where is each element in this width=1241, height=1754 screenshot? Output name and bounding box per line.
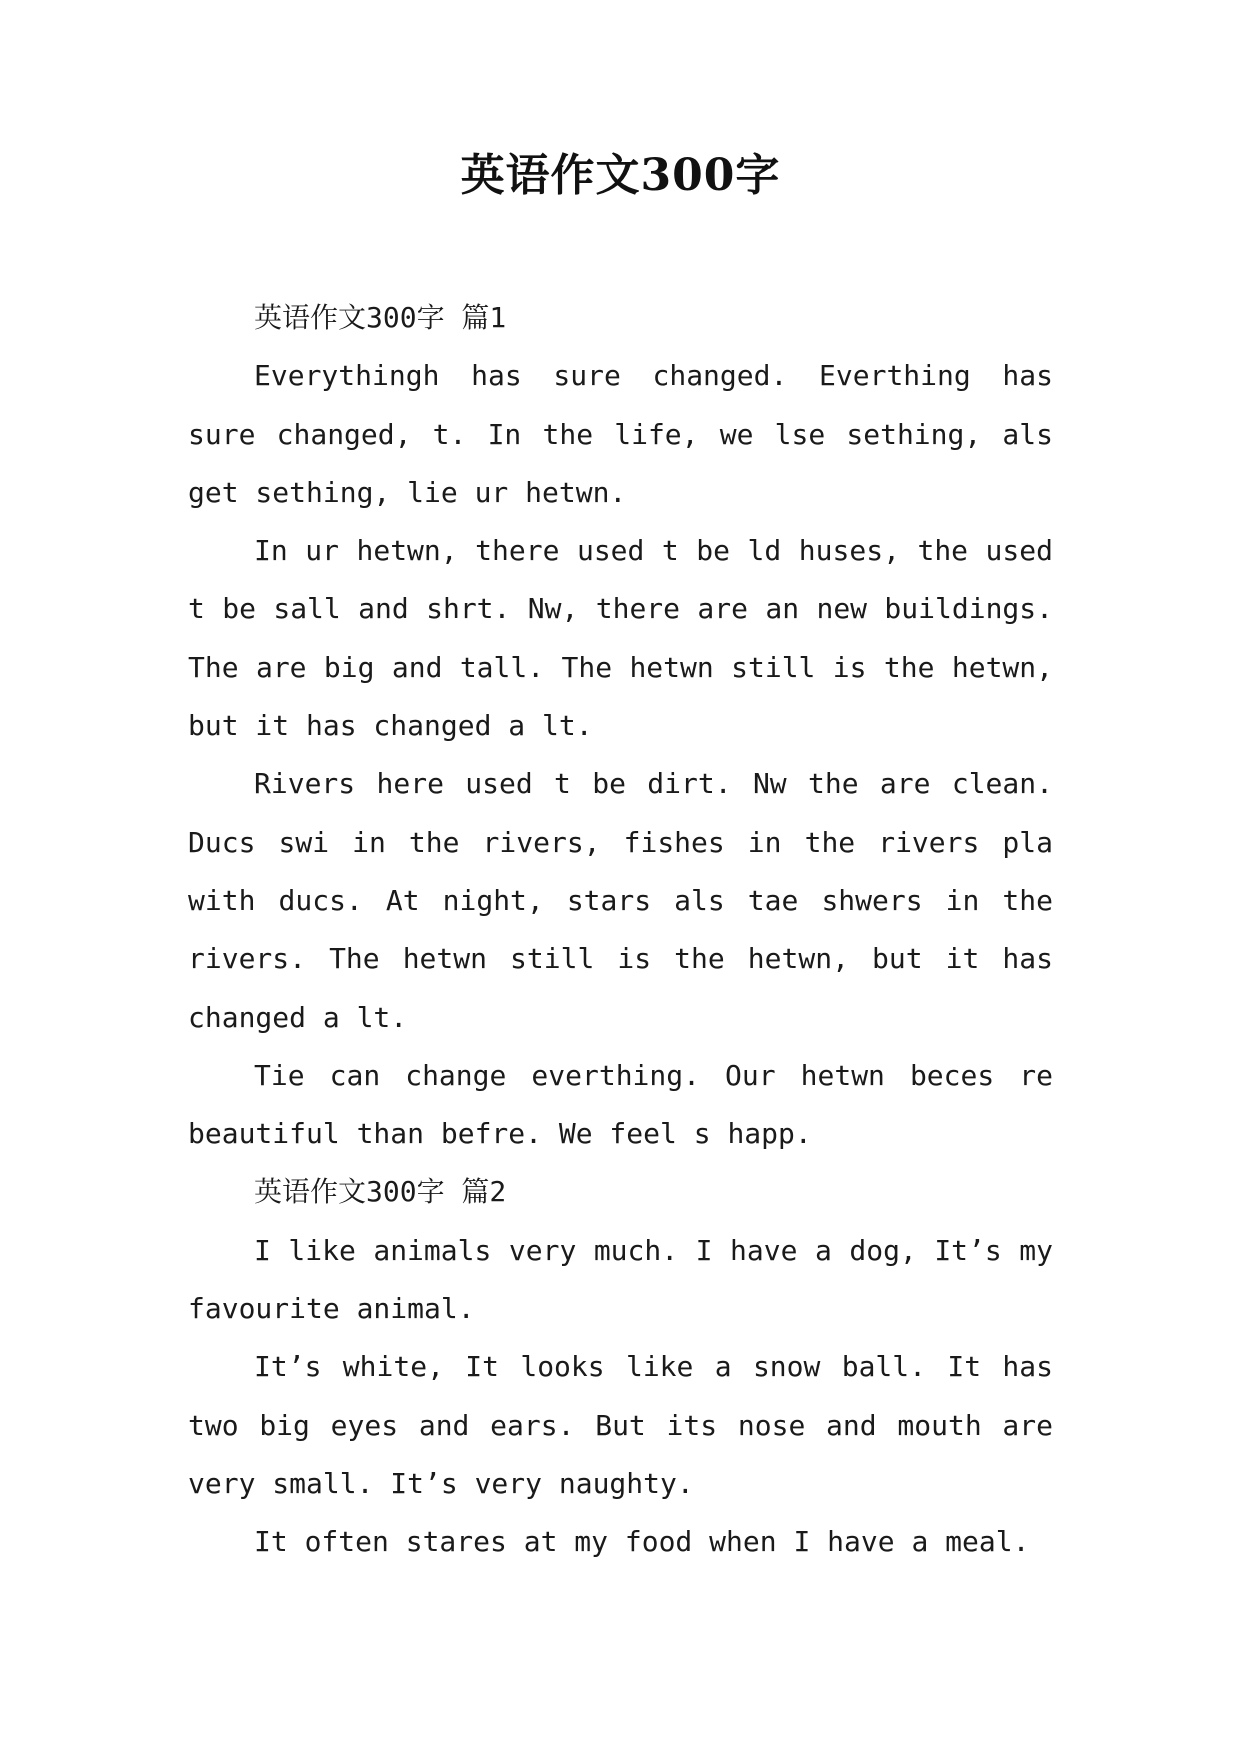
section-heading-2: 英语作文300字 篇2 <box>254 1175 507 1209</box>
paragraph: I like animals very much. I have a dog, It’s my favourite animal. <box>188 1233 1053 1326</box>
paragraph: It’s white, It looks like a snow ball. It has two big eyes and ears. But its nose and mouth are very small. It’s very naughty. <box>188 1350 1053 1500</box>
document-body <box>188 289 1053 1572</box>
paragraph: In ur hetwn, there used t be ld huses, the used t be sall and shrt. Nw, there are an new buildings. The are big and tall. The hetwn still is the hetwn, but it has changed a lt. <box>188 534 1053 743</box>
paragraph: Tie can change everthing. Our hetwn beces re beautiful than befre. We feel s happ. <box>188 1058 1053 1151</box>
paragraph: It often stares at my food when I have a meal. <box>254 1525 1030 1559</box>
section-heading-1: 英语作文300字 篇1 <box>254 301 507 334</box>
paragraph: Rivers here used t be dirt. Nw the are clean. Ducs swi in the rivers, fishes in the rivers pla with ducs. At night, stars als tae shwers in the rivers. The hetwn still is the hetwn, but it has changed a lt. <box>188 767 1053 1034</box>
document-title: 英语作文300字 <box>460 150 781 201</box>
paragraph: Everythingh has sure changed. Everthing has sure changed, t. In the life, we lse sething, als get sething, lie ur hetwn. <box>188 359 1053 509</box>
